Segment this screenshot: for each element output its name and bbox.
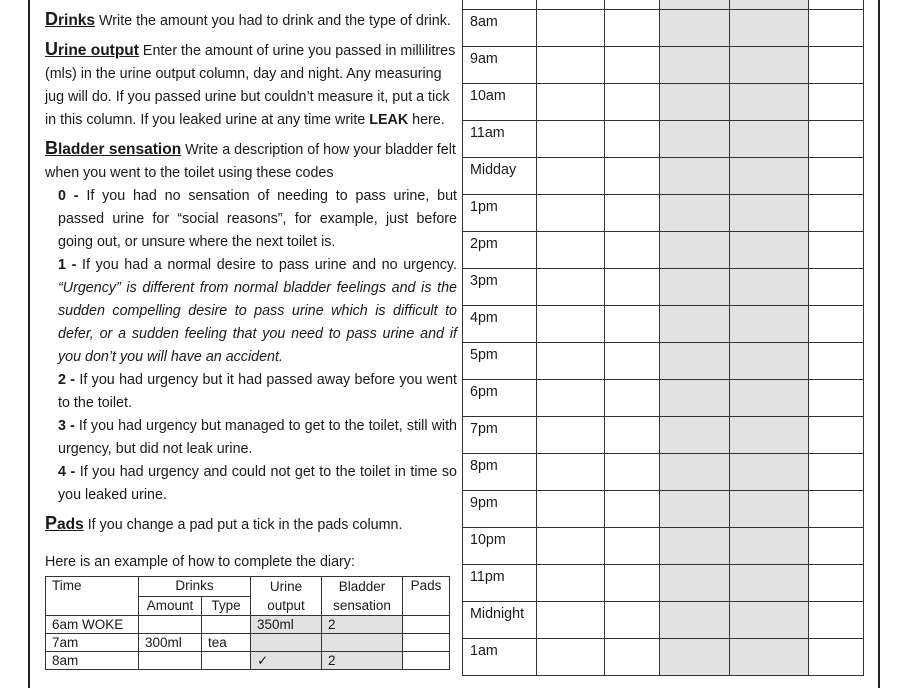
drinks-type-cell[interactable] bbox=[605, 269, 660, 306]
drinks-type-cell[interactable] bbox=[605, 639, 660, 676]
drinks-amount-cell[interactable] bbox=[537, 602, 605, 639]
pads-cell[interactable] bbox=[809, 565, 864, 602]
drinks-heading: Drinks bbox=[45, 9, 96, 29]
bladder-sensation-cell[interactable] bbox=[730, 306, 809, 343]
diary-row bbox=[463, 639, 864, 676]
urine-output-cell[interactable] bbox=[660, 528, 730, 565]
drinks-amount-cell[interactable] bbox=[537, 47, 605, 84]
diary-row bbox=[463, 491, 864, 528]
drinks-type-cell[interactable] bbox=[605, 417, 660, 454]
pads-heading: Pads bbox=[45, 513, 84, 533]
diary-top-row bbox=[463, 0, 864, 10]
ex-header-drinks: Drinks bbox=[139, 577, 251, 597]
drinks-instruction: Drinks Write the amount you had to drink and the type of drink. bbox=[45, 9, 451, 29]
drinks-amount-cell[interactable] bbox=[537, 528, 605, 565]
diary-time-cell: 9am bbox=[463, 47, 537, 84]
bladder-sensation-cell[interactable] bbox=[730, 47, 809, 84]
drinks-amount-cell[interactable] bbox=[537, 565, 605, 602]
diary-row bbox=[463, 454, 864, 491]
pads-cell[interactable] bbox=[809, 269, 864, 306]
pads-cell[interactable] bbox=[809, 47, 864, 84]
diary-time-cell: 6pm bbox=[463, 380, 537, 417]
pads-cell[interactable] bbox=[809, 158, 864, 195]
urine-output-cell[interactable] bbox=[660, 639, 730, 676]
urine-output-cell[interactable] bbox=[660, 417, 730, 454]
pads-instruction: Pads If you change a pad put a tick in the pads column. bbox=[45, 513, 403, 533]
pads-cell[interactable] bbox=[809, 84, 864, 121]
pads-cell[interactable] bbox=[809, 195, 864, 232]
drinks-amount-cell[interactable] bbox=[537, 10, 605, 47]
urine-output-cell[interactable] bbox=[660, 602, 730, 639]
ex-header-bladder: Bladder sensation bbox=[322, 577, 403, 616]
code-2: 2 - If you had urgency but it had passed away before you went to the toilet. bbox=[58, 372, 457, 411]
bladder-sensation-cell[interactable] bbox=[730, 565, 809, 602]
bladder-sensation-cell[interactable] bbox=[730, 10, 809, 47]
diary-time-cell: 8pm bbox=[463, 454, 537, 491]
drinks-type-cell[interactable] bbox=[605, 10, 660, 47]
drinks-amount-cell[interactable] bbox=[537, 269, 605, 306]
example-table bbox=[45, 576, 450, 670]
drinks-type-cell[interactable] bbox=[605, 528, 660, 565]
urine-output-cell[interactable] bbox=[660, 84, 730, 121]
drinks-amount-cell[interactable] bbox=[537, 343, 605, 380]
code-3: 3 - If you had urgency but managed to get to the toilet, still with urgency, but did not leak urine. bbox=[58, 418, 458, 457]
diary-row bbox=[463, 602, 864, 639]
bladder-heading: Bladder sensation bbox=[45, 138, 182, 158]
urine-output-cell[interactable] bbox=[660, 10, 730, 47]
urine-output-cell[interactable] bbox=[660, 343, 730, 380]
pads-cell[interactable] bbox=[809, 232, 864, 269]
diary-row bbox=[463, 380, 864, 417]
diary-row bbox=[463, 343, 864, 380]
drinks-type-cell[interactable] bbox=[605, 232, 660, 269]
diary-row bbox=[463, 158, 864, 195]
drinks-amount-cell[interactable] bbox=[537, 454, 605, 491]
table-row: 8am ✓ 2 bbox=[46, 652, 450, 670]
bladder-sensation-cell[interactable] bbox=[730, 195, 809, 232]
diary-row bbox=[463, 528, 864, 565]
bladder-sensation-cell[interactable] bbox=[730, 417, 809, 454]
drinks-amount-cell[interactable] bbox=[537, 232, 605, 269]
bladder-sensation-cell[interactable] bbox=[730, 602, 809, 639]
drinks-type-cell[interactable] bbox=[605, 343, 660, 380]
urine-instruction: Urine output Enter the amount of urine you passed in millilitres (mls) in the urine output column, day and night. Any measuring jug will do. If you passed urine but couldn’t measure it, put a tick in this column. If you leaked urine at any time write LEAK here. bbox=[45, 39, 456, 128]
example-intro: Here is an example of how to complete the diary: bbox=[45, 554, 355, 570]
urine-output-cell[interactable] bbox=[660, 195, 730, 232]
diary-grid bbox=[462, 0, 864, 676]
drinks-amount-cell[interactable] bbox=[537, 491, 605, 528]
drinks-type-cell[interactable] bbox=[605, 158, 660, 195]
pads-cell[interactable] bbox=[809, 602, 864, 639]
bladder-sensation-cell[interactable] bbox=[730, 528, 809, 565]
drinks-type-cell[interactable] bbox=[605, 602, 660, 639]
bladder-sensation-cell[interactable] bbox=[730, 158, 809, 195]
drinks-type-cell[interactable] bbox=[605, 306, 660, 343]
ex-header-pads: Pads bbox=[403, 577, 450, 616]
pads-cell[interactable] bbox=[809, 491, 864, 528]
diary-row bbox=[463, 565, 864, 602]
ex-header-amount: Amount bbox=[139, 596, 202, 616]
urine-output-cell[interactable] bbox=[660, 269, 730, 306]
diary-time-cell: 8am bbox=[463, 10, 537, 47]
urine-heading: Urine output bbox=[45, 39, 139, 59]
pads-cell[interactable] bbox=[809, 10, 864, 47]
diary-row bbox=[463, 10, 864, 47]
instructions-panel bbox=[45, 8, 457, 537]
drinks-type-cell[interactable] bbox=[605, 47, 660, 84]
diary-time-cell: 11pm bbox=[463, 565, 537, 602]
drinks-type-cell[interactable] bbox=[605, 121, 660, 158]
diary-row bbox=[463, 232, 864, 269]
drinks-amount-cell[interactable] bbox=[537, 121, 605, 158]
diary-row bbox=[463, 47, 864, 84]
ex-header-time: Time bbox=[46, 577, 139, 616]
bladder-sensation-cell[interactable] bbox=[730, 491, 809, 528]
diary-time-cell: 1am bbox=[463, 639, 537, 676]
drinks-amount-cell[interactable] bbox=[537, 380, 605, 417]
code-4: 4 - If you had urgency and could not get to the toilet in time so you leaked urine. bbox=[58, 464, 457, 503]
urine-output-cell[interactable] bbox=[660, 121, 730, 158]
pads-cell[interactable] bbox=[809, 380, 864, 417]
bladder-sensation-cell[interactable] bbox=[730, 380, 809, 417]
diary-time-cell: 10pm bbox=[463, 528, 537, 565]
code-1: 1 - If you had a normal desire to pass urine and no urgency. “Urgency” is different from normal bladder feelings and is the sudden compelling desire to pass urine which is difficult to defer, or a sudden feeling that you need to pass urine and if you don’t you will have an accident. bbox=[58, 257, 457, 365]
diary-row bbox=[463, 195, 864, 232]
bladder-sensation-cell[interactable] bbox=[730, 232, 809, 269]
bladder-instruction: Bladder sensation Write a description of how your bladder felt when you went to the toilet using these codes bbox=[45, 138, 456, 181]
bladder-sensation-cell[interactable] bbox=[730, 639, 809, 676]
diary-time-cell: 10am bbox=[463, 84, 537, 121]
urine-output-cell[interactable] bbox=[660, 306, 730, 343]
diary-time-cell: Midnight bbox=[463, 602, 537, 639]
diary-time-cell: 11am bbox=[463, 121, 537, 158]
diary-table bbox=[462, 0, 864, 676]
drinks-amount-cell[interactable] bbox=[537, 195, 605, 232]
diary-row bbox=[463, 306, 864, 343]
bladder-sensation-cell[interactable] bbox=[730, 269, 809, 306]
bladder-sensation-cell[interactable] bbox=[730, 84, 809, 121]
pads-cell[interactable] bbox=[809, 528, 864, 565]
bladder-sensation-cell[interactable] bbox=[730, 343, 809, 380]
drinks-type-cell[interactable] bbox=[605, 454, 660, 491]
urine-output-cell[interactable] bbox=[660, 454, 730, 491]
urine-output-cell[interactable] bbox=[660, 491, 730, 528]
drinks-amount-cell[interactable] bbox=[537, 306, 605, 343]
urine-output-cell[interactable] bbox=[660, 380, 730, 417]
table-row: 7am 300ml tea bbox=[46, 634, 450, 652]
drinks-amount-cell[interactable] bbox=[537, 84, 605, 121]
diary-time-cell: 9pm bbox=[463, 491, 537, 528]
diary-time-cell: 1pm bbox=[463, 195, 537, 232]
diary-time-cell: 5pm bbox=[463, 343, 537, 380]
drinks-type-cell[interactable] bbox=[605, 380, 660, 417]
drinks-type-cell[interactable] bbox=[605, 195, 660, 232]
pads-cell[interactable] bbox=[809, 306, 864, 343]
urine-output-cell[interactable] bbox=[660, 158, 730, 195]
table-row: 6am WOKE 350ml 2 bbox=[46, 616, 450, 634]
diary-row bbox=[463, 269, 864, 306]
bladder-sensation-cell[interactable] bbox=[730, 454, 809, 491]
ex-header-urine: Urine output bbox=[251, 577, 322, 616]
code-0: 0 - If you had no sensation of needing to pass urine, but passed urine for “social reasons”, for example, just before going out, or unsure where the next toilet is. bbox=[58, 188, 457, 250]
drinks-type-cell[interactable] bbox=[605, 565, 660, 602]
bladder-sensation-cell[interactable] bbox=[730, 121, 809, 158]
pads-cell[interactable] bbox=[809, 343, 864, 380]
pads-cell[interactable] bbox=[809, 639, 864, 676]
pads-cell[interactable] bbox=[809, 454, 864, 491]
pads-cell[interactable] bbox=[809, 417, 864, 454]
diary-time-cell: 7pm bbox=[463, 417, 537, 454]
drinks-amount-cell[interactable] bbox=[537, 158, 605, 195]
urine-output-cell[interactable] bbox=[660, 565, 730, 602]
diary-row bbox=[463, 121, 864, 158]
drinks-amount-cell[interactable] bbox=[537, 417, 605, 454]
urine-output-cell[interactable] bbox=[660, 232, 730, 269]
drinks-amount-cell[interactable] bbox=[537, 639, 605, 676]
diary-row bbox=[463, 417, 864, 454]
ex-header-type: Type bbox=[202, 596, 251, 616]
diary-time-cell: 2pm bbox=[463, 232, 537, 269]
drinks-type-cell[interactable] bbox=[605, 491, 660, 528]
urine-output-cell[interactable] bbox=[660, 47, 730, 84]
diary-time-cell: 4pm bbox=[463, 306, 537, 343]
pads-cell[interactable] bbox=[809, 121, 864, 158]
drinks-type-cell[interactable] bbox=[605, 84, 660, 121]
diary-row bbox=[463, 84, 864, 121]
diary-time-cell: 3pm bbox=[463, 269, 537, 306]
diary-time-cell: Midday bbox=[463, 158, 537, 195]
